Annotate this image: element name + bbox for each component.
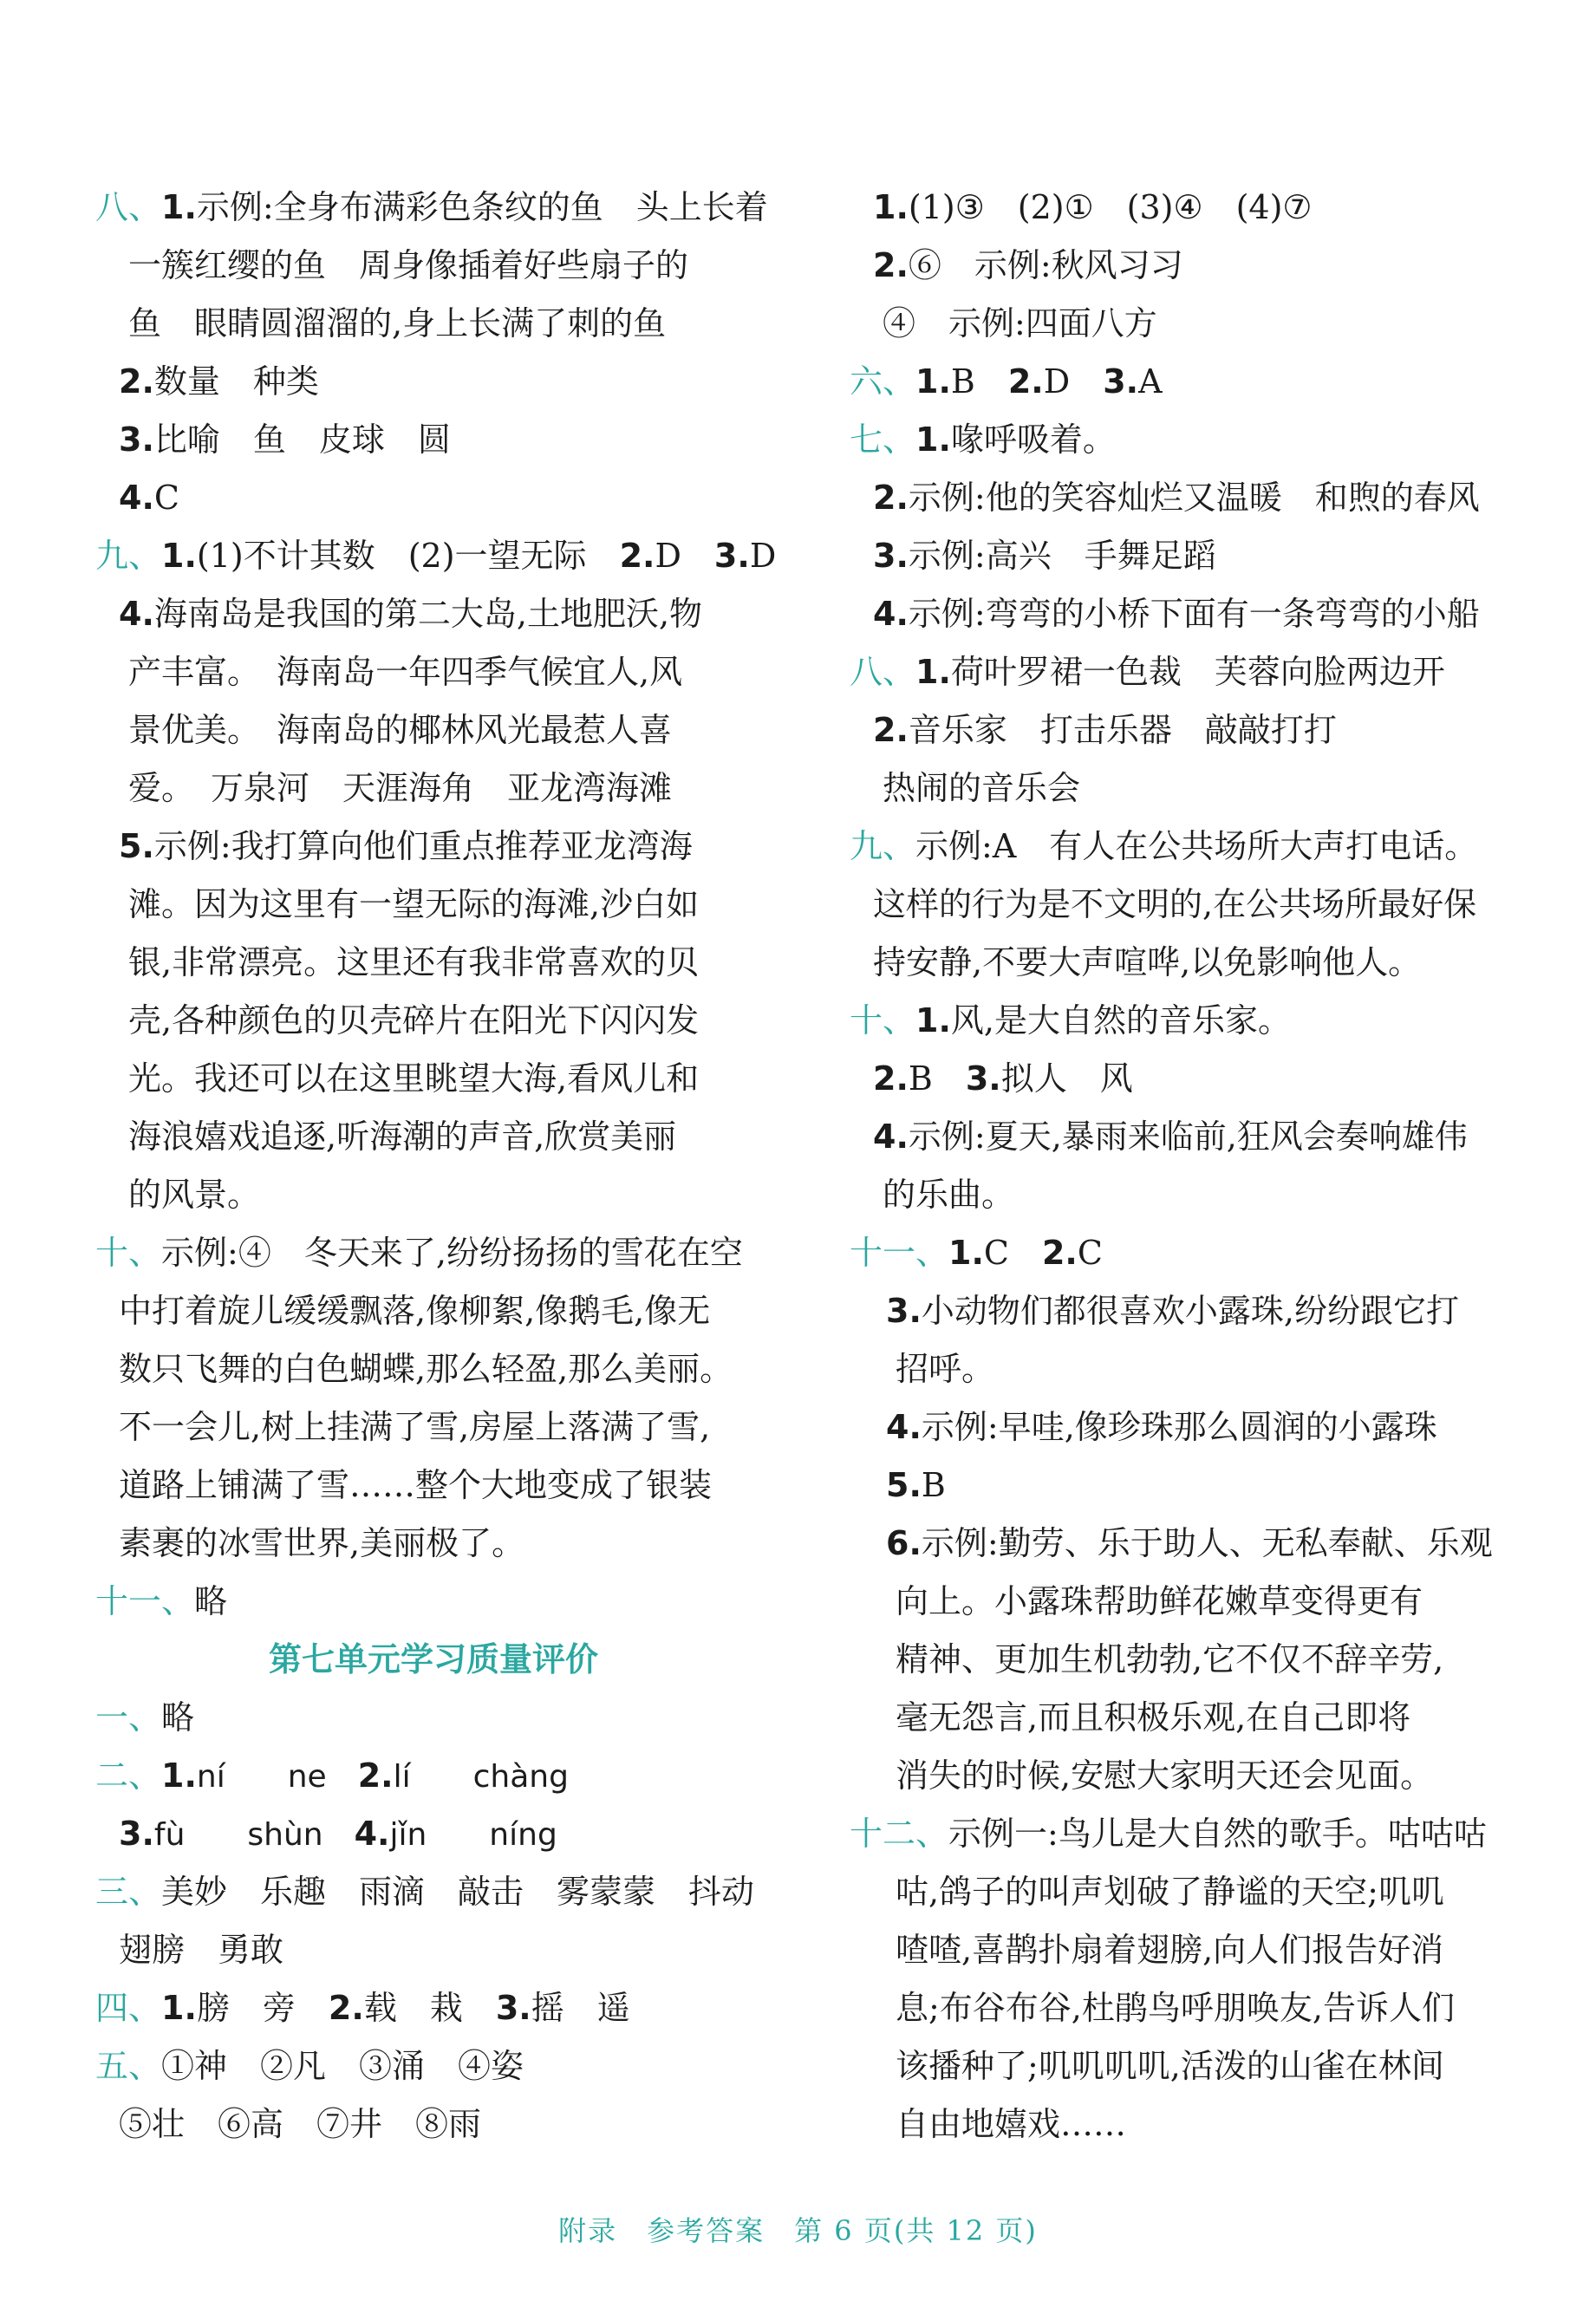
answer-text: 喙呼吸着。 xyxy=(950,420,1116,459)
item-number: 4. xyxy=(354,1815,390,1853)
section-number: 五、 xyxy=(95,2047,162,2085)
answer-line xyxy=(873,178,1312,237)
answer-text: 银,非常漂亮。这里还有我非常喜欢的贝 xyxy=(128,943,700,981)
answer-line xyxy=(128,875,699,934)
pinyin-text: fù shùn xyxy=(153,1817,355,1853)
answer-line xyxy=(95,526,776,585)
answer-text: 产丰富。 海南岛一年四季气候宜人,风 xyxy=(128,653,683,691)
section-number: 七、 xyxy=(850,420,916,459)
answer-line xyxy=(873,468,1480,527)
answer-text: D xyxy=(749,537,777,575)
pinyin-text: lí chàng xyxy=(393,1759,569,1795)
answer-text: 小动物们都很喜欢小露珠,纷纷跟它打 xyxy=(921,1292,1459,1330)
answer-text: 海浪嬉戏追逐,听海潮的声音,欣赏美丽 xyxy=(128,1118,677,1156)
answer-text: 壳,各种颜色的贝壳碎片在阳光下闪闪发 xyxy=(128,1001,700,1039)
item-number: 6. xyxy=(886,1524,922,1562)
answer-line xyxy=(896,1862,1444,1921)
section-number: 一、 xyxy=(95,1698,162,1737)
item-number: 1. xyxy=(161,1989,197,2027)
answer-line xyxy=(128,701,672,759)
answer-line xyxy=(119,1339,733,1398)
answer-line xyxy=(883,759,1080,818)
answer-text: 数量 种类 xyxy=(153,362,319,401)
section-number: 三、 xyxy=(95,1873,162,1911)
answer-line xyxy=(896,1339,994,1398)
answer-text: 翅膀 勇敢 xyxy=(119,1931,284,1969)
answer-text: B xyxy=(921,1466,946,1504)
answer-text: 消失的时候,安慰大家明天还会见面。 xyxy=(896,1756,1434,1795)
item-number: 5. xyxy=(119,827,154,865)
item-number: 3. xyxy=(119,420,154,459)
answer-text: ⑤壮 ⑥高 ⑦井 ⑧雨 xyxy=(119,2105,482,2143)
answer-text: 摇 遥 xyxy=(531,1989,630,2027)
item-number: 2. xyxy=(1041,1234,1078,1272)
answer-text: 海南岛是我国的第二大岛,土地肥沃,物 xyxy=(153,595,703,633)
answer-line xyxy=(95,1746,569,1805)
item-number: 1. xyxy=(948,1234,984,1272)
answer-text: 爱。 万泉河 天涯海角 亚龙湾海滩 xyxy=(128,769,673,807)
answer-text: 示例:弯弯的小桥下面有一条弯弯的小船 xyxy=(908,595,1480,633)
answer-text: 素裹的冰雪世界,美丽极了。 xyxy=(119,1524,525,1562)
answer-text: 风,是大自然的音乐家。 xyxy=(950,1001,1291,1039)
answer-line xyxy=(873,584,1480,643)
section-number: 十、 xyxy=(850,1001,916,1039)
answer-text: A xyxy=(1138,362,1163,401)
answer-text: 中打着旋儿缓缓飘落,像柳絮,像鹅毛,像无 xyxy=(119,1292,711,1330)
item-number: 2. xyxy=(873,711,909,749)
answer-text: 招呼。 xyxy=(896,1350,995,1388)
answer-line xyxy=(95,178,768,237)
item-number: 1. xyxy=(873,188,909,226)
answer-text: 示例:早哇,像珍珠那么圆润的小露珠 xyxy=(921,1408,1437,1446)
answer-line xyxy=(128,759,672,818)
answer-line xyxy=(896,1572,1423,1631)
answer-line xyxy=(873,526,1216,585)
item-number: 1. xyxy=(915,653,951,691)
answer-text: 示例:高兴 手舞足蹈 xyxy=(908,537,1216,575)
answer-text: C xyxy=(153,479,179,517)
answer-text: 一簇红缨的鱼 周身像插着好些扇子的 xyxy=(128,246,689,284)
item-number: 1. xyxy=(161,537,197,575)
item-number: 4. xyxy=(119,595,154,633)
page-footer: 附录 参考答案 第 6 页(共 12 页) xyxy=(558,2214,1038,2247)
answer-text: 的乐曲。 xyxy=(883,1176,1015,1214)
answer-text: 这样的行为是不文明的,在公共场所最好保 xyxy=(873,885,1477,923)
item-number: 4. xyxy=(119,479,154,517)
answer-text: 道路上铺满了雪……整个大地变成了银装 xyxy=(119,1466,713,1504)
unit-title: 第七单元学习质量评价 xyxy=(269,1639,599,1678)
answer-line xyxy=(128,991,699,1050)
answer-line xyxy=(119,410,451,469)
answer-line xyxy=(896,1688,1410,1747)
section-number: 十、 xyxy=(95,1234,162,1272)
answer-line xyxy=(119,817,693,876)
section-number: 十一、 xyxy=(95,1582,195,1620)
answer-line xyxy=(119,468,179,527)
answer-line xyxy=(896,2037,1444,2095)
answer-line xyxy=(883,294,1157,353)
answer-line xyxy=(128,294,666,353)
answer-text: 载 栽 xyxy=(363,1989,496,2027)
item-number: 2. xyxy=(873,1059,909,1098)
item-number: 4. xyxy=(873,1118,909,1156)
answer-line xyxy=(873,875,1476,934)
item-number: 4. xyxy=(886,1408,922,1446)
answer-line xyxy=(119,1398,710,1457)
item-number: 3. xyxy=(495,1989,531,2027)
answer-line xyxy=(896,2095,1126,2154)
answer-line xyxy=(850,991,1291,1050)
item-number: 3. xyxy=(886,1292,922,1330)
answer-text: 毫无怨言,而且积极乐观,在自己即将 xyxy=(896,1698,1411,1737)
answer-text: C xyxy=(1077,1234,1103,1272)
answer-line xyxy=(873,1049,1133,1108)
answer-line xyxy=(886,1398,1437,1457)
answer-line xyxy=(886,1281,1459,1340)
answer-line xyxy=(873,236,1183,295)
section-number: 四、 xyxy=(95,1989,162,2027)
answer-line xyxy=(850,1223,1103,1282)
section-number: 十一、 xyxy=(850,1234,949,1272)
answer-line xyxy=(128,642,682,701)
answer-line xyxy=(95,1688,194,1747)
answer-line xyxy=(119,352,319,411)
answer-text: 鱼 眼睛圆溜溜的,身上长满了刺的鱼 xyxy=(128,304,667,342)
item-number: 3. xyxy=(965,1059,1001,1098)
answer-line xyxy=(873,701,1337,759)
answer-line xyxy=(873,1107,1468,1166)
item-number: 3. xyxy=(1103,362,1139,401)
answer-line xyxy=(119,584,702,643)
answer-text: 不一会儿,树上挂满了雪,房屋上落满了雪, xyxy=(119,1408,711,1446)
section-number: 九、 xyxy=(850,827,916,865)
answer-text: B xyxy=(950,362,1008,401)
section-title xyxy=(269,1630,598,1689)
answer-text: 示例:夏天,暴雨来临前,狂风会奏响雄伟 xyxy=(908,1118,1468,1156)
answer-line xyxy=(95,2037,524,2095)
answer-text: 持安静,不要大声喧哗,以免影响他人。 xyxy=(873,943,1422,981)
answer-line xyxy=(850,1804,1487,1863)
answer-text: 的风景。 xyxy=(128,1176,261,1214)
item-number: 3. xyxy=(873,537,909,575)
answer-text: 咕,鸽子的叫声划破了静谧的天空;叽叽 xyxy=(896,1873,1444,1911)
item-number: 2. xyxy=(873,479,909,517)
item-number: 3. xyxy=(713,537,750,575)
answer-line xyxy=(850,642,1445,701)
answer-line xyxy=(128,1165,260,1224)
answer-line xyxy=(128,933,699,992)
answer-text: (1)不计其数 (2)一望无际 xyxy=(196,537,620,575)
answer-line xyxy=(95,1862,754,1921)
answer-text: 示例一:鸟儿是大自然的歌手。咕咕咕 xyxy=(948,1815,1487,1853)
section-number: 八、 xyxy=(95,188,162,226)
answer-line xyxy=(896,1630,1443,1689)
item-number: 1. xyxy=(915,362,951,401)
answer-text: 示例:我打算向他们重点推荐亚龙湾海 xyxy=(153,827,693,865)
answer-line xyxy=(119,1920,283,1979)
section-number: 十二、 xyxy=(850,1815,949,1853)
answer-line xyxy=(119,2095,481,2154)
answer-text: 拟人 风 xyxy=(1000,1059,1133,1098)
answer-line xyxy=(896,1746,1433,1805)
answer-text: 该播种了;叽叽叽叽,活泼的山雀在林间 xyxy=(896,2047,1444,2085)
answer-text: C xyxy=(983,1234,1042,1272)
answer-line xyxy=(95,1978,630,2037)
answer-text: D xyxy=(1043,362,1104,401)
item-number: 2. xyxy=(328,1989,364,2027)
answer-line xyxy=(850,817,1477,876)
answer-text: B xyxy=(908,1059,966,1098)
answer-line xyxy=(886,1514,1493,1573)
answer-text: ⑥ 示例:秋风习习 xyxy=(908,246,1183,284)
item-number: 2. xyxy=(1007,362,1044,401)
answer-text: 息;布谷布谷,杜鹃鸟呼朋唤友,告诉人们 xyxy=(896,1989,1455,2027)
answer-line xyxy=(896,1920,1443,1979)
answer-text: 略 xyxy=(161,1698,195,1737)
pinyin-text: ní ne xyxy=(196,1759,358,1795)
answer-text: 热闹的音乐会 xyxy=(883,769,1081,807)
item-number: 1. xyxy=(161,1756,197,1795)
answer-text: 略 xyxy=(194,1582,228,1620)
item-number: 5. xyxy=(886,1466,922,1504)
answer-line xyxy=(119,1514,524,1573)
item-number: 2. xyxy=(619,537,655,575)
answer-text: D xyxy=(655,537,714,575)
answer-text: 喳喳,喜鹊扑扇着翅膀,向人们报告好消 xyxy=(896,1931,1444,1969)
answer-line xyxy=(119,1456,712,1515)
answer-text: 数只飞舞的白色蝴蝶,那么轻盈,那么美丽。 xyxy=(119,1350,733,1388)
answer-text: 膀 旁 xyxy=(196,1989,329,2027)
answer-text: 荷叶罗裙一色裁 芙蓉向脸两边开 xyxy=(950,653,1445,691)
section-number: 六、 xyxy=(850,362,916,401)
answer-text: 比喻 鱼 皮球 圆 xyxy=(153,420,451,459)
answer-line xyxy=(850,410,1116,469)
answer-line xyxy=(128,236,688,295)
answer-text: 滩。因为这里有一望无际的海滩,沙白如 xyxy=(128,885,700,923)
item-number: 1. xyxy=(915,1001,951,1039)
answer-text: 示例:他的笑容灿烂又温暖 和煦的春风 xyxy=(908,479,1480,517)
item-number: 1. xyxy=(915,420,951,459)
answer-line xyxy=(883,1165,1014,1224)
section-number: 九、 xyxy=(95,537,162,575)
answer-line xyxy=(128,1107,676,1166)
answer-text: 光。我还可以在这里眺望大海,看风儿和 xyxy=(128,1059,700,1098)
answer-text: 向上。小露珠帮助鲜花嫩草变得更有 xyxy=(896,1582,1423,1620)
answer-text: 精神、更加生机勃勃,它不仅不辞辛劳, xyxy=(896,1640,1444,1678)
answer-line xyxy=(886,1456,946,1515)
answer-text: 自由地嬉戏…… xyxy=(896,2105,1127,2143)
answer-line xyxy=(128,1049,699,1108)
answer-text: 示例:A 有人在公共场所大声打电话。 xyxy=(915,827,1478,865)
answer-line xyxy=(896,1978,1455,2037)
answer-text: 示例:④ 冬天来了,纷纷扬扬的雪花在空 xyxy=(161,1234,743,1272)
section-number: 二、 xyxy=(95,1756,162,1795)
answer-text: ④ 示例:四面八方 xyxy=(883,304,1157,342)
item-number: 2. xyxy=(119,362,154,401)
answer-text: ①神 ②凡 ③涌 ④姿 xyxy=(161,2047,524,2085)
answer-line xyxy=(873,933,1421,992)
answer-text: 美妙 乐趣 雨滴 敲击 雾蒙蒙 抖动 xyxy=(161,1873,755,1911)
answer-text: (1)③ (2)① (3)④ (4)⑦ xyxy=(908,188,1313,226)
answer-text: 音乐家 打击乐器 敲敲打打 xyxy=(908,711,1337,749)
section-number: 八、 xyxy=(850,653,916,691)
answer-line xyxy=(850,352,1163,411)
answer-line xyxy=(95,1572,227,1631)
item-number: 2. xyxy=(357,1756,394,1795)
answer-text: 示例:全身布满彩色条纹的鱼 头上长着 xyxy=(196,188,768,226)
answer-text: 示例:勤劳、乐于助人、无私奉献、乐观 xyxy=(921,1524,1493,1562)
answer-line xyxy=(95,1223,743,1282)
answer-line xyxy=(119,1804,557,1863)
item-number: 3. xyxy=(119,1815,154,1853)
item-number: 1. xyxy=(161,188,197,226)
answer-line xyxy=(119,1281,710,1340)
item-number: 4. xyxy=(873,595,909,633)
answer-text: 景优美。 海南岛的椰林风光最惹人喜 xyxy=(128,711,673,749)
item-number: 2. xyxy=(873,246,909,284)
pinyin-text: jǐn níng xyxy=(389,1817,557,1853)
